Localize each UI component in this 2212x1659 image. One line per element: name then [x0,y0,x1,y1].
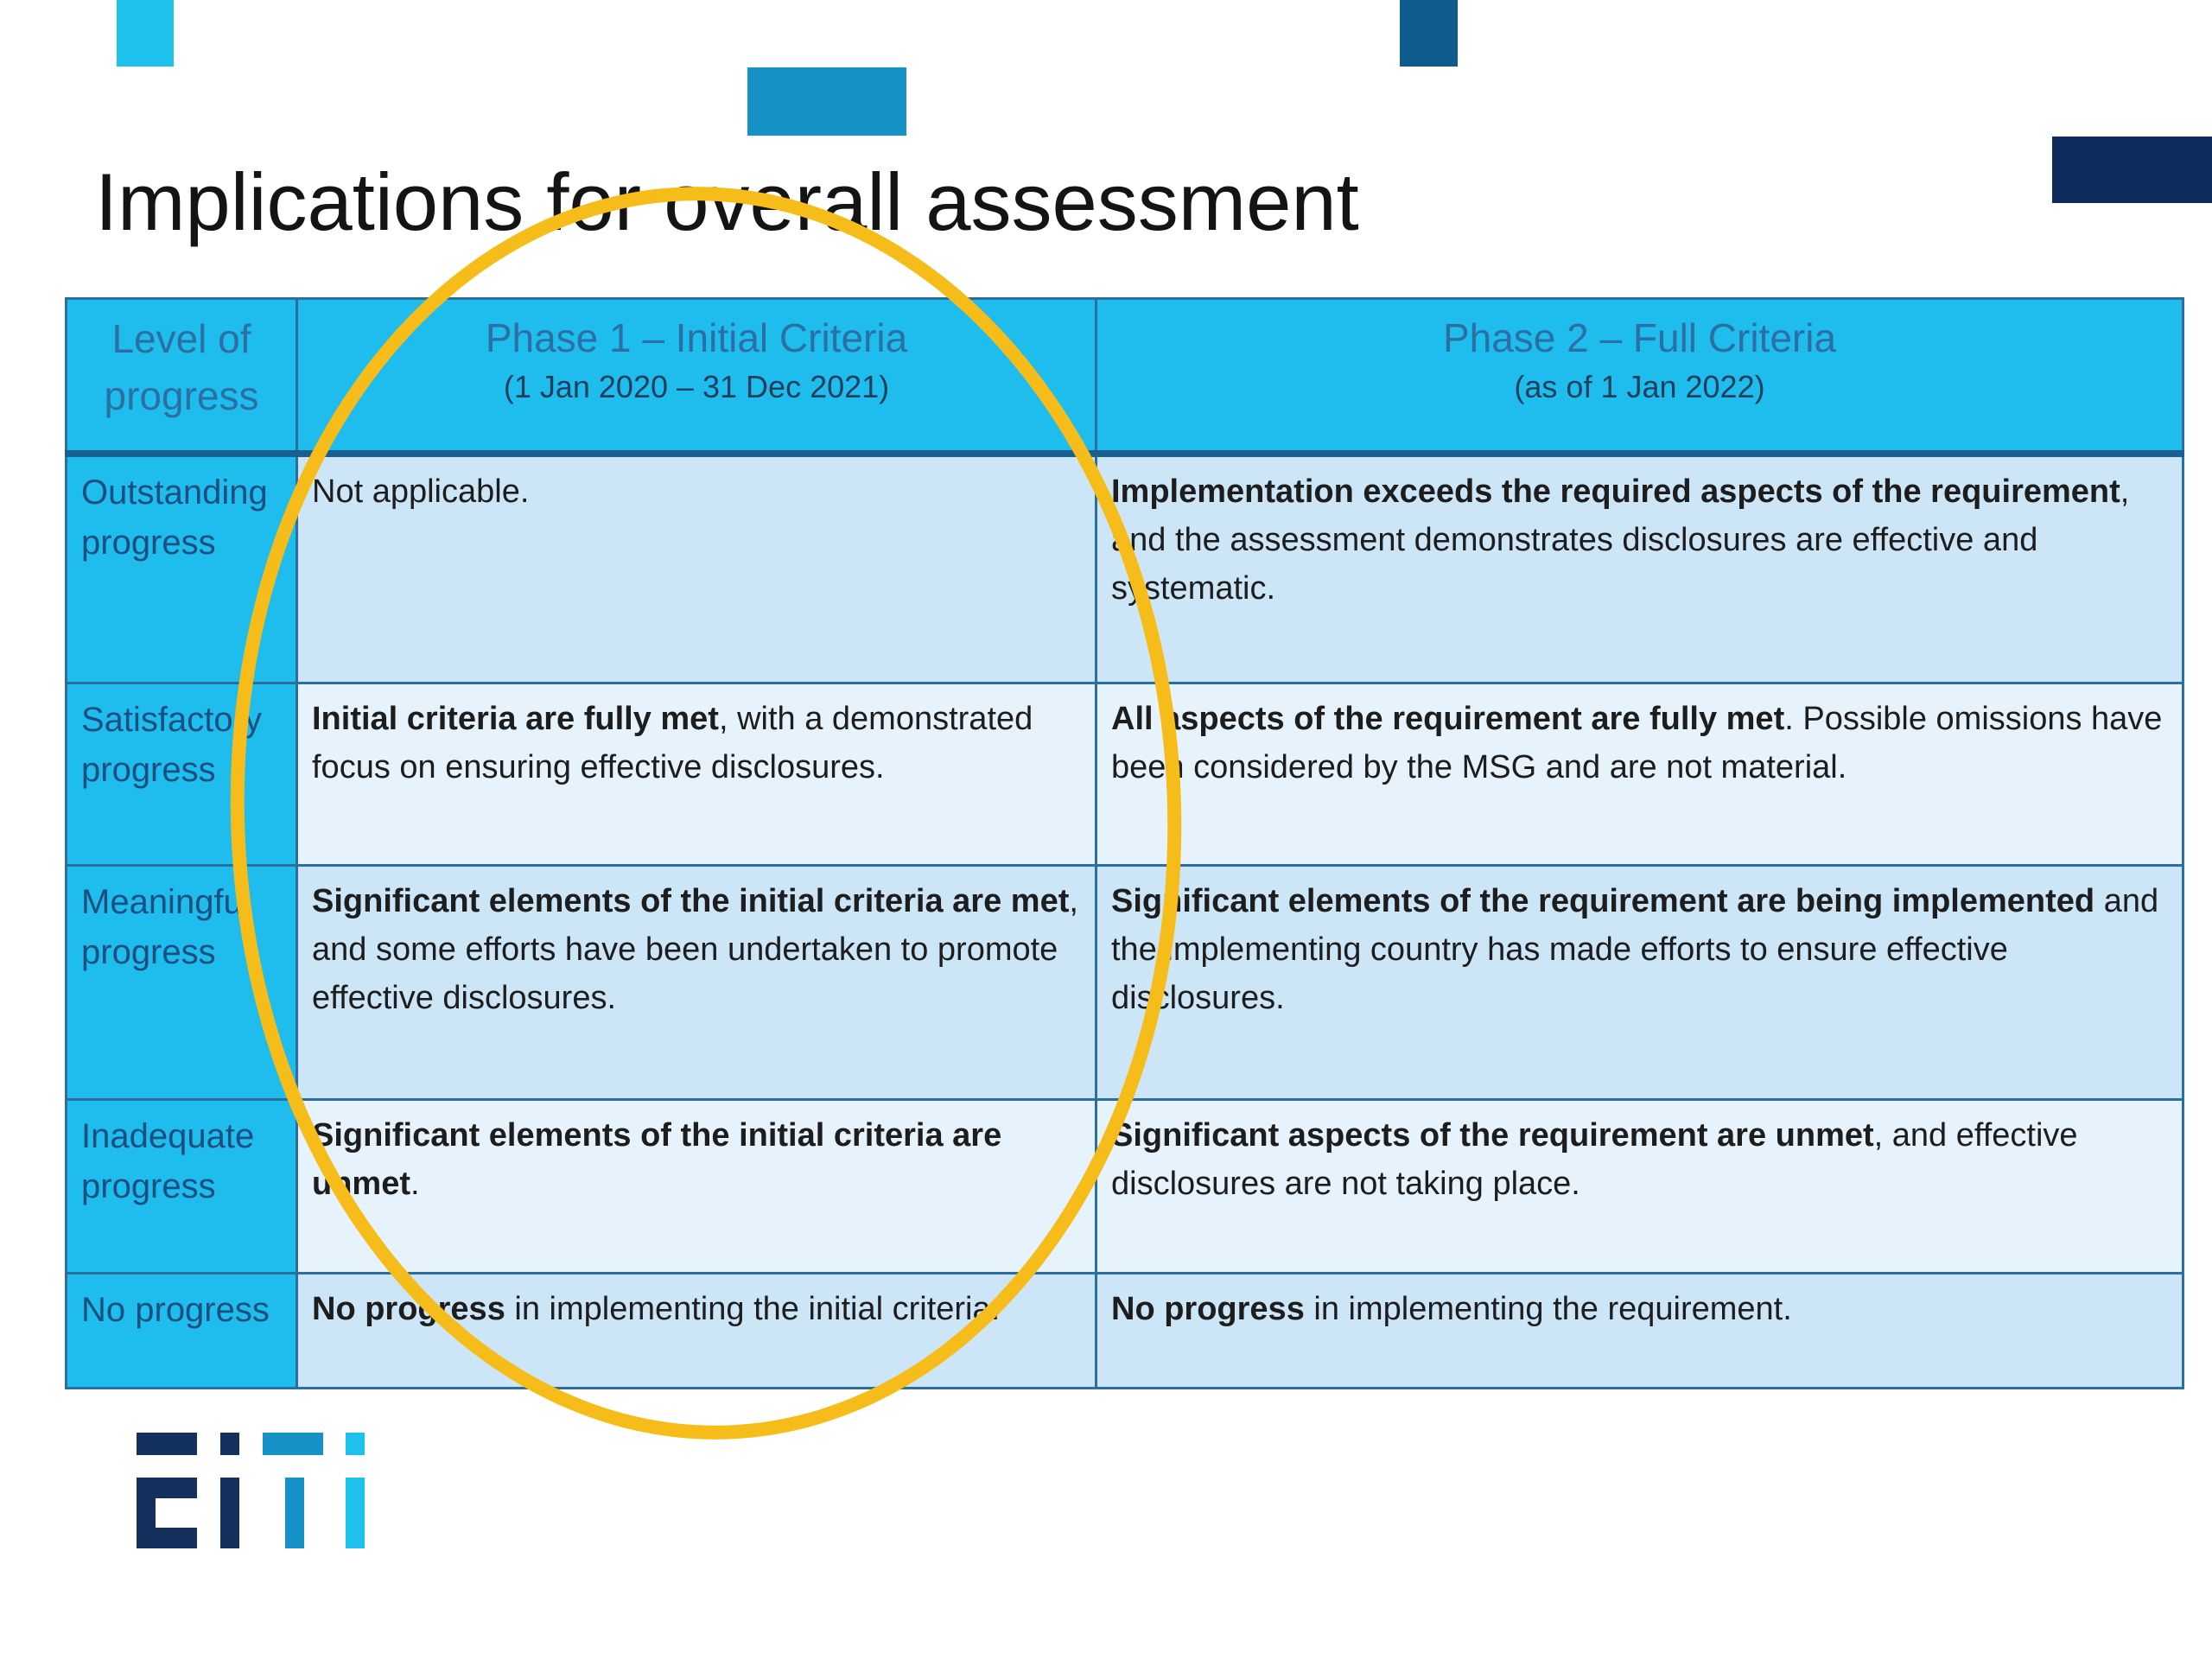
logo-i2-stem [346,1478,365,1548]
cell-text: . [410,1165,420,1202]
logo-i-dot [220,1433,239,1455]
cell-text: in implementing the initial criteria. [505,1290,1001,1327]
row-level-label: Meaningful progress [67,866,297,1100]
logo-e-bottom-bar [137,1528,197,1548]
decor-block-teal [1400,0,1458,67]
phase-1-cell [297,454,1096,683]
phase-1-cell [297,1273,1096,1388]
phase-1-title: Phase 1 – Initial Criteria [485,315,908,360]
logo-i2-dot [346,1433,365,1455]
phase-1-cell [297,1099,1096,1273]
cell-bold-text: No progress [312,1290,505,1327]
cell-bold-text: Significant elements of the requirement are being implemented [1111,883,2095,920]
table-row [67,866,2183,1100]
header-row [67,299,2183,454]
header-level-of-progress [67,299,297,454]
phase-2-title: Phase 2 – Full Criteria [1442,315,1837,360]
cell-bold-text: Significant elements of the initial criteria are met [312,883,1070,920]
cell-text: and the implementing country has made efforts to ensure effective disclosures. [1111,883,2159,1017]
header-level-label: Level of progress [104,316,259,418]
phase-2-cell [1096,1099,2183,1273]
eiti-logo [137,1433,370,1548]
cell-bold-text: No progress [1111,1290,1305,1327]
row-level-label: Inadequate progress [67,1099,297,1273]
cell-bold-text: Initial criteria are fully met [312,701,719,738]
row-level-label: Satisfactory progress [67,683,297,866]
phase-1-cell [297,683,1096,866]
cell-text: , and some efforts have been undertaken to promote effective disclosures. [312,883,1078,1017]
phase-2-cell [1096,454,2183,683]
decor-block-cyan [117,0,174,67]
table-row [67,454,2183,683]
cell-text: . Possible omissions have been considered by the MSG and are not material. [1111,701,2163,786]
logo-t-stem [285,1478,304,1548]
phase-2-cell [1096,683,2183,866]
cell-bold-text: Significant aspects of the requirement are unmet [1111,1116,1874,1154]
cell-text: in implementing the requirement. [1304,1290,1792,1327]
table-row [67,1273,2183,1388]
phase-2-cell [1096,866,2183,1100]
decor-block-blue [747,67,906,136]
cell-text: , and effective disclosures are not taking place. [1111,1116,2078,1202]
header-phase-2 [1096,299,2183,454]
cell-text: Not applicable. [312,474,530,510]
phase-1-dates: (1 Jan 2020 – 31 Dec 2021) [503,369,890,404]
phase-2-cell [1096,1273,2183,1388]
assessment-table [65,297,2184,1389]
cell-text: , and the assessment demonstrates disclosures are effective and systematic. [1111,474,2130,607]
cell-bold-text: Significant elements of the initial criteria are unmet [312,1116,1002,1202]
phase-1-cell [297,866,1096,1100]
table-row [67,683,2183,866]
logo-e-top-bar [137,1433,197,1455]
logo-i-stem [220,1478,239,1548]
logo-t-bar [263,1433,323,1455]
header-phase-1 [297,299,1096,454]
table-row [67,1099,2183,1273]
phase-2-dates: (as of 1 Jan 2022) [1514,369,1765,404]
decor-block-navy [2052,137,2212,203]
row-level-label: Outstanding progress [67,454,297,683]
cell-text: , with a demonstrated focus on ensuring effective disclosures. [312,701,1033,786]
slide-title: Implications for overall assessment [95,156,1359,247]
cell-bold-text: All aspects of the requirement are fully met [1111,701,1785,738]
cell-bold-text: Implementation exceeds the required aspects of the requirement [1111,474,2120,510]
row-level-label: No progress [67,1273,297,1388]
